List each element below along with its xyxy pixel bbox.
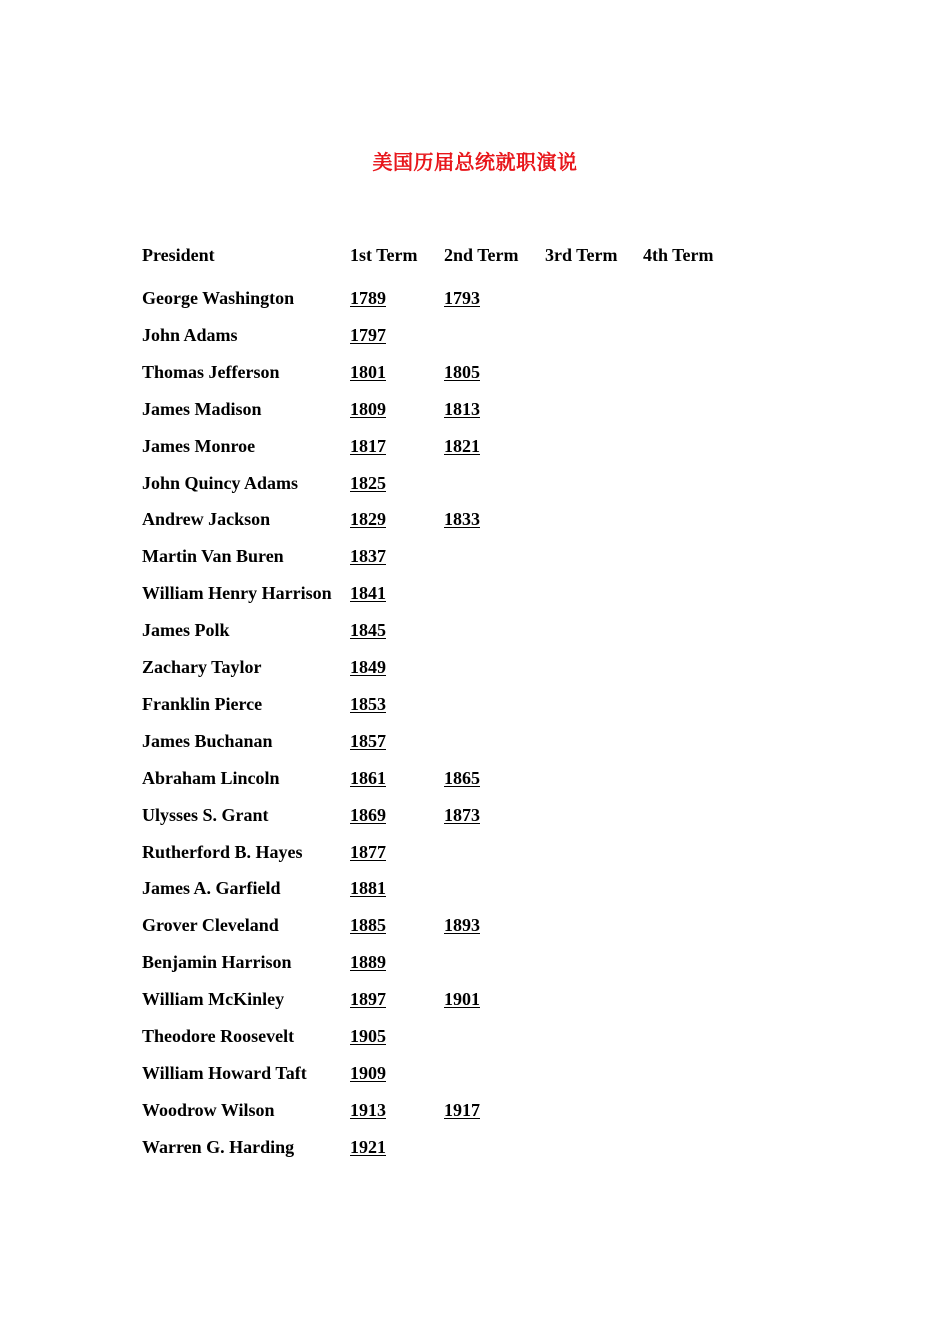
- first-term-cell: [350, 538, 444, 575]
- header-third-term: 3rd Term: [545, 244, 618, 265]
- first-term-year-link[interactable]: 1877: [350, 841, 386, 862]
- fourth-term-cell: [643, 796, 753, 833]
- first-term-cell: [350, 354, 444, 391]
- fourth-term-cell: [643, 575, 753, 612]
- third-term-cell: [545, 944, 643, 981]
- president-name: James Madison: [142, 398, 262, 419]
- first-term-cell: [350, 317, 444, 354]
- president-name: John Quincy Adams: [142, 472, 299, 493]
- third-term-cell: [545, 317, 643, 354]
- first-term-year-link[interactable]: 1825: [350, 472, 386, 493]
- fourth-term-cell: [643, 1055, 753, 1092]
- president-name: James A. Garfield: [142, 878, 281, 899]
- page-title: 美国历届总统就职演说: [372, 150, 578, 174]
- first-term-cell: [350, 464, 444, 501]
- header-first-term: 1st Term: [350, 244, 418, 265]
- second-term-year-link[interactable]: 1805: [444, 361, 480, 382]
- first-term-cell: [350, 575, 444, 612]
- first-term-year-link[interactable]: 1869: [350, 804, 386, 825]
- table-row: [142, 1128, 753, 1165]
- second-term-cell: [444, 1092, 545, 1129]
- third-term-cell: [545, 501, 643, 538]
- second-term-cell: [444, 723, 545, 760]
- second-term-year-link[interactable]: 1917: [444, 1099, 480, 1120]
- table-row: [142, 501, 753, 538]
- fourth-term-cell: [643, 428, 753, 465]
- table-row: [142, 723, 753, 760]
- first-term-year-link[interactable]: 1797: [350, 325, 386, 346]
- table-row: [142, 1055, 753, 1092]
- fourth-term-cell: [643, 538, 753, 575]
- first-term-year-link[interactable]: 1909: [350, 1062, 386, 1083]
- president-name: Franklin Pierce: [142, 693, 263, 714]
- third-term-cell: [545, 907, 643, 944]
- first-term-cell: [350, 907, 444, 944]
- third-term-cell: [545, 649, 643, 686]
- first-term-year-link[interactable]: 1857: [350, 730, 386, 751]
- header-fourth-term: 4th Term: [643, 244, 714, 265]
- fourth-term-cell: [643, 464, 753, 501]
- first-term-cell: [350, 1018, 444, 1055]
- first-term-year-link[interactable]: 1817: [350, 435, 386, 456]
- fourth-term-cell: [643, 354, 753, 391]
- second-term-cell: [444, 317, 545, 354]
- third-term-cell: [545, 760, 643, 797]
- first-term-cell: [350, 723, 444, 760]
- president-name: James Polk: [142, 620, 230, 641]
- fourth-term-cell: [643, 944, 753, 981]
- fourth-term-cell: [643, 317, 753, 354]
- president-name: Theodore Roosevelt: [142, 1025, 295, 1046]
- inaugural-address-table: [142, 230, 753, 1165]
- first-term-cell: [350, 1092, 444, 1129]
- fourth-term-cell: [643, 1092, 753, 1129]
- first-term-year-link[interactable]: 1837: [350, 546, 386, 567]
- second-term-cell: [444, 280, 545, 317]
- header-president: President: [142, 244, 215, 265]
- second-term-year-link[interactable]: 1901: [444, 989, 480, 1010]
- fourth-term-cell: [643, 870, 753, 907]
- table-row: [142, 833, 753, 870]
- second-term-cell: [444, 833, 545, 870]
- first-term-year-link[interactable]: 1849: [350, 657, 386, 678]
- first-term-cell: [350, 981, 444, 1018]
- first-term-year-link[interactable]: 1789: [350, 288, 386, 309]
- president-name: George Washington: [142, 288, 295, 309]
- first-term-cell: [350, 944, 444, 981]
- fourth-term-cell: [643, 280, 753, 317]
- president-name: James Monroe: [142, 435, 256, 456]
- second-term-cell: [444, 538, 545, 575]
- third-term-cell: [545, 428, 643, 465]
- first-term-year-link[interactable]: 1913: [350, 1099, 386, 1120]
- president-name: William Henry Harrison: [142, 583, 332, 604]
- second-term-cell: [444, 870, 545, 907]
- president-name: Ulysses S. Grant: [142, 804, 269, 825]
- first-term-cell: [350, 428, 444, 465]
- first-term-year-link[interactable]: 1853: [350, 693, 386, 714]
- president-name: William Howard Taft: [142, 1062, 307, 1083]
- second-term-cell: [444, 354, 545, 391]
- second-term-year-link[interactable]: 1793: [444, 288, 480, 309]
- table-row: [142, 796, 753, 833]
- president-name: Martin Van Buren: [142, 546, 284, 567]
- table-row: [142, 1092, 753, 1129]
- third-term-cell: [545, 870, 643, 907]
- first-term-cell: [350, 686, 444, 723]
- table-row: [142, 649, 753, 686]
- second-term-cell: [444, 944, 545, 981]
- fourth-term-cell: [643, 723, 753, 760]
- third-term-cell: [545, 1018, 643, 1055]
- first-term-year-link[interactable]: 1845: [350, 620, 386, 641]
- first-term-cell: [350, 870, 444, 907]
- fourth-term-cell: [643, 1018, 753, 1055]
- second-term-cell: [444, 981, 545, 1018]
- third-term-cell: [545, 1055, 643, 1092]
- second-term-cell: [444, 428, 545, 465]
- table-header-row: [142, 230, 753, 280]
- table-row: [142, 391, 753, 428]
- fourth-term-cell: [643, 833, 753, 870]
- first-term-year-link[interactable]: 1829: [350, 509, 386, 530]
- first-term-cell: [350, 1128, 444, 1165]
- third-term-cell: [545, 538, 643, 575]
- second-term-year-link[interactable]: 1813: [444, 398, 480, 419]
- fourth-term-cell: [643, 760, 753, 797]
- third-term-cell: [545, 612, 643, 649]
- third-term-cell: [545, 575, 643, 612]
- fourth-term-cell: [643, 981, 753, 1018]
- first-term-year-link[interactable]: 1861: [350, 767, 386, 788]
- fourth-term-cell: [643, 391, 753, 428]
- table-row: [142, 760, 753, 797]
- second-term-year-link[interactable]: 1873: [444, 804, 480, 825]
- second-term-cell: [444, 796, 545, 833]
- fourth-term-cell: [643, 501, 753, 538]
- second-term-year-link[interactable]: 1865: [444, 767, 480, 788]
- third-term-cell: [545, 1128, 643, 1165]
- second-term-cell: [444, 649, 545, 686]
- third-term-cell: [545, 391, 643, 428]
- president-name: Zachary Taylor: [142, 657, 262, 678]
- first-term-year-link[interactable]: 1889: [350, 952, 386, 973]
- fourth-term-cell: [643, 612, 753, 649]
- table-row: [142, 354, 753, 391]
- second-term-cell: [444, 1055, 545, 1092]
- president-name: Woodrow Wilson: [142, 1099, 275, 1120]
- first-term-cell: [350, 649, 444, 686]
- table-row: [142, 612, 753, 649]
- table-row: [142, 317, 753, 354]
- fourth-term-cell: [643, 907, 753, 944]
- president-name: Thomas Jefferson: [142, 361, 280, 382]
- second-term-cell: [444, 1018, 545, 1055]
- third-term-cell: [545, 464, 643, 501]
- first-term-year-link[interactable]: 1841: [350, 583, 386, 604]
- second-term-cell: [444, 760, 545, 797]
- president-name: Warren G. Harding: [142, 1136, 295, 1157]
- third-term-cell: [545, 280, 643, 317]
- third-term-cell: [545, 833, 643, 870]
- first-term-cell: [350, 760, 444, 797]
- header-second-term: 2nd Term: [444, 244, 519, 265]
- table-row: [142, 538, 753, 575]
- third-term-cell: [545, 354, 643, 391]
- table-row: [142, 686, 753, 723]
- first-term-cell: [350, 1055, 444, 1092]
- first-term-cell: [350, 501, 444, 538]
- second-term-cell: [444, 464, 545, 501]
- table-row: [142, 428, 753, 465]
- president-name: Abraham Lincoln: [142, 767, 280, 788]
- second-term-year-link[interactable]: 1833: [444, 509, 480, 530]
- table-row: [142, 944, 753, 981]
- table-row: [142, 981, 753, 1018]
- third-term-cell: [545, 796, 643, 833]
- table-row: [142, 1018, 753, 1055]
- table-row: [142, 907, 753, 944]
- president-name: Grover Cleveland: [142, 915, 279, 936]
- first-term-year-link[interactable]: 1809: [350, 398, 386, 419]
- second-term-cell: [444, 907, 545, 944]
- first-term-year-link[interactable]: 1905: [350, 1025, 386, 1046]
- president-name: John Adams: [142, 325, 238, 346]
- third-term-cell: [545, 981, 643, 1018]
- first-term-cell: [350, 612, 444, 649]
- first-term-cell: [350, 391, 444, 428]
- president-name: Benjamin Harrison: [142, 952, 292, 973]
- second-term-cell: [444, 686, 545, 723]
- fourth-term-cell: [643, 649, 753, 686]
- first-term-year-link[interactable]: 1897: [350, 989, 386, 1010]
- first-term-cell: [350, 280, 444, 317]
- president-name: Rutherford B. Hayes: [142, 841, 303, 862]
- fourth-term-cell: [643, 1128, 753, 1165]
- second-term-cell: [444, 575, 545, 612]
- third-term-cell: [545, 1092, 643, 1129]
- first-term-year-link[interactable]: 1801: [350, 361, 386, 382]
- third-term-cell: [545, 723, 643, 760]
- president-name: James Buchanan: [142, 730, 273, 751]
- table-row: [142, 280, 753, 317]
- table-row: [142, 464, 753, 501]
- fourth-term-cell: [643, 686, 753, 723]
- second-term-cell: [444, 501, 545, 538]
- second-term-year-link[interactable]: 1893: [444, 915, 480, 936]
- first-term-year-link[interactable]: 1881: [350, 878, 386, 899]
- table-row: [142, 575, 753, 612]
- first-term-year-link[interactable]: 1885: [350, 915, 386, 936]
- second-term-year-link[interactable]: 1821: [444, 435, 480, 456]
- president-name: Andrew Jackson: [142, 509, 271, 530]
- first-term-cell: [350, 796, 444, 833]
- table-body: [142, 280, 753, 1165]
- second-term-cell: [444, 612, 545, 649]
- first-term-cell: [350, 833, 444, 870]
- second-term-cell: [444, 1128, 545, 1165]
- president-name: William McKinley: [142, 989, 285, 1010]
- second-term-cell: [444, 391, 545, 428]
- first-term-year-link[interactable]: 1921: [350, 1136, 386, 1157]
- third-term-cell: [545, 686, 643, 723]
- table-row: [142, 870, 753, 907]
